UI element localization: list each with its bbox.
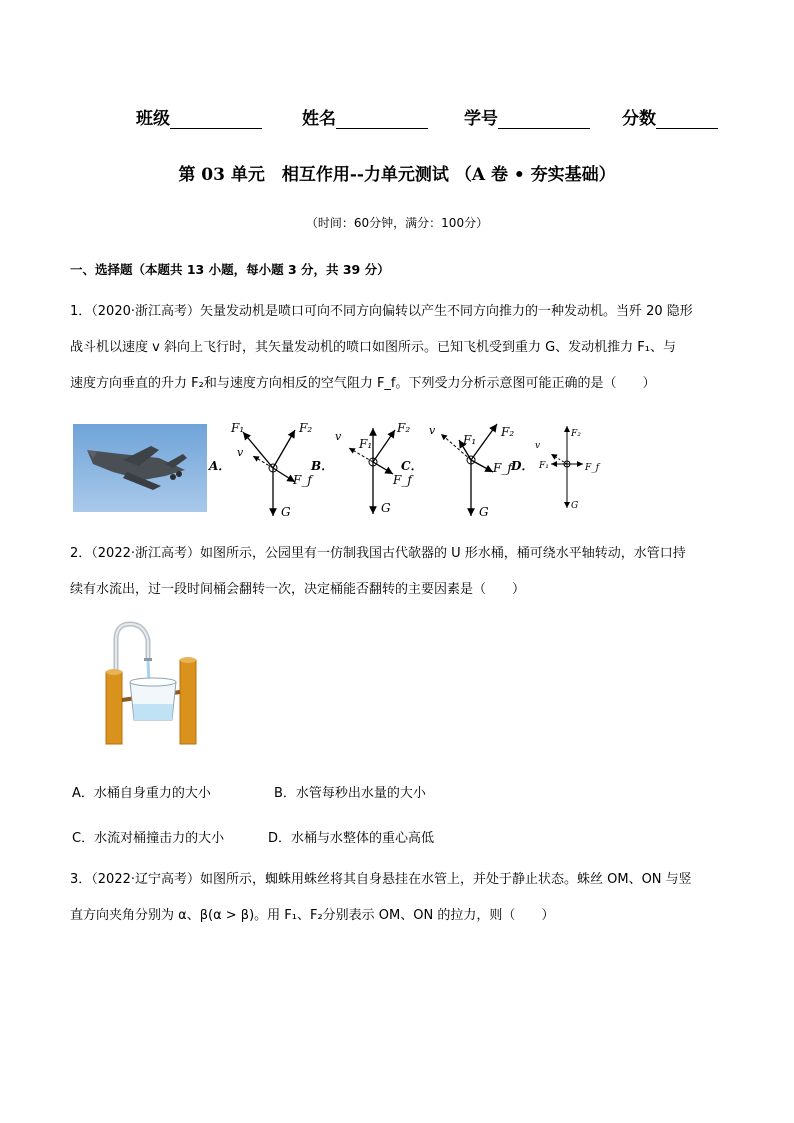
option-a-diagram[interactable] — [208, 421, 314, 519]
svg-text:F₂: F₂ — [571, 429, 581, 439]
svg-text:F₁: F₁ — [539, 461, 549, 471]
option-b-diagram[interactable] — [310, 421, 414, 515]
svg-text:G: G — [381, 501, 391, 515]
question-2-line-2: 续有水流出，过一段时间桶会翻转一次，决定桶能否翻转的主要因素是（ ） — [70, 582, 526, 597]
svg-text:G: G — [479, 505, 489, 519]
fighter-jet-image — [73, 424, 207, 512]
section-heading: 一、选择题（本题共 13 小题，每小题 3 分，共 39 分） — [70, 262, 390, 277]
svg-text:v: v — [535, 441, 541, 451]
question-2-line-1: 2．（2022·浙江高考）如图所示，公园里有一仿制我国古代欹器的 U 形水桶，桶可绕水平轴转动，水管口持 — [70, 546, 686, 561]
water-bucket-image — [104, 620, 200, 746]
option-2b[interactable]: B．水管每秒出水量的大小 — [274, 786, 426, 801]
header-fields — [0, 104, 794, 132]
svg-text:G: G — [571, 501, 579, 511]
svg-text:F₁: F₁ — [231, 421, 245, 435]
score-label: 分数 — [622, 109, 656, 129]
exam-info: （时间：60分钟，满分：100分） — [305, 216, 489, 230]
svg-text:D．: D． — [511, 459, 534, 473]
svg-text:F_f: F_f — [293, 473, 312, 487]
class-field[interactable] — [136, 104, 262, 129]
svg-text:v: v — [335, 430, 342, 443]
option-2c[interactable]: C．水流对桶撞击力的大小 — [72, 831, 225, 846]
question-3-line-1: 3．（2022·辽宁高考）如图所示，蜘蛛用蛛丝将其自身悬挂在水管上，并处于静止状态。蛛丝 OM、ON 与竖 — [70, 872, 692, 887]
page-title: 第 03 单元 相互作用--力单元测试 （A 卷 • 夯实基础） — [178, 165, 616, 185]
svg-text:v: v — [429, 424, 436, 437]
question-1-line-3: 速度方向垂直的升力 F₂和与速度方向相反的空气阻力 F_f。下列受力分析示意图可能正确的是（ ） — [70, 376, 656, 391]
svg-text:F_f: F_f — [585, 463, 600, 473]
option-c-diagram[interactable] — [401, 424, 514, 519]
svg-text:G: G — [281, 505, 291, 519]
svg-text:F_f: F_f — [493, 461, 512, 475]
score-blank[interactable] — [656, 108, 718, 129]
svg-text:F_f: F_f — [393, 473, 412, 487]
question-1 — [70, 294, 725, 402]
question-3 — [70, 862, 725, 934]
question-1-line-2: 战斗机以速度 v 斜向上飞行时，其矢量发动机的喷口如图所示。已知飞机受到重力 G、发动机推力 F₁、与 — [70, 340, 676, 355]
name-label: 姓名 — [302, 109, 336, 129]
svg-text:F₂: F₂ — [397, 421, 411, 435]
name-field[interactable] — [302, 104, 428, 129]
option-d-diagram[interactable] — [510, 426, 601, 511]
svg-text:C．: C． — [401, 459, 423, 473]
question-3-line-2: 直方向夹角分别为 α、β(α > β)。用 F₁、F₂分别表示 OM、ON 的拉力，则（ ） — [70, 908, 555, 923]
score-field[interactable] — [622, 104, 718, 129]
option-2d[interactable]: D．水桶与水整体的重心高低 — [268, 831, 435, 846]
question-1-line-1: 1．（2020·浙江高考）矢量发动机是喷口可向不同方向偏转以产生不同方向推力的一种发动机。当歼 20 隐形 — [70, 304, 693, 319]
svg-text:F₂: F₂ — [501, 425, 515, 439]
option-2a[interactable]: A．水桶自身重力的大小 — [72, 786, 211, 801]
svg-text:F₁: F₁ — [463, 433, 477, 447]
svg-text:v: v — [237, 446, 244, 459]
name-blank[interactable] — [336, 108, 428, 129]
student-id-label: 学号 — [464, 109, 498, 129]
svg-text:F₂: F₂ — [299, 421, 313, 435]
force-diagrams — [207, 418, 617, 522]
question-2 — [70, 536, 725, 608]
svg-text:B．: B． — [311, 459, 334, 473]
svg-text:A．: A． — [209, 459, 231, 473]
class-blank[interactable] — [170, 108, 262, 129]
student-id-blank[interactable] — [498, 108, 590, 129]
svg-text:F₁: F₁ — [359, 437, 373, 451]
student-id-field[interactable] — [464, 104, 590, 129]
class-label: 班级 — [136, 109, 170, 129]
